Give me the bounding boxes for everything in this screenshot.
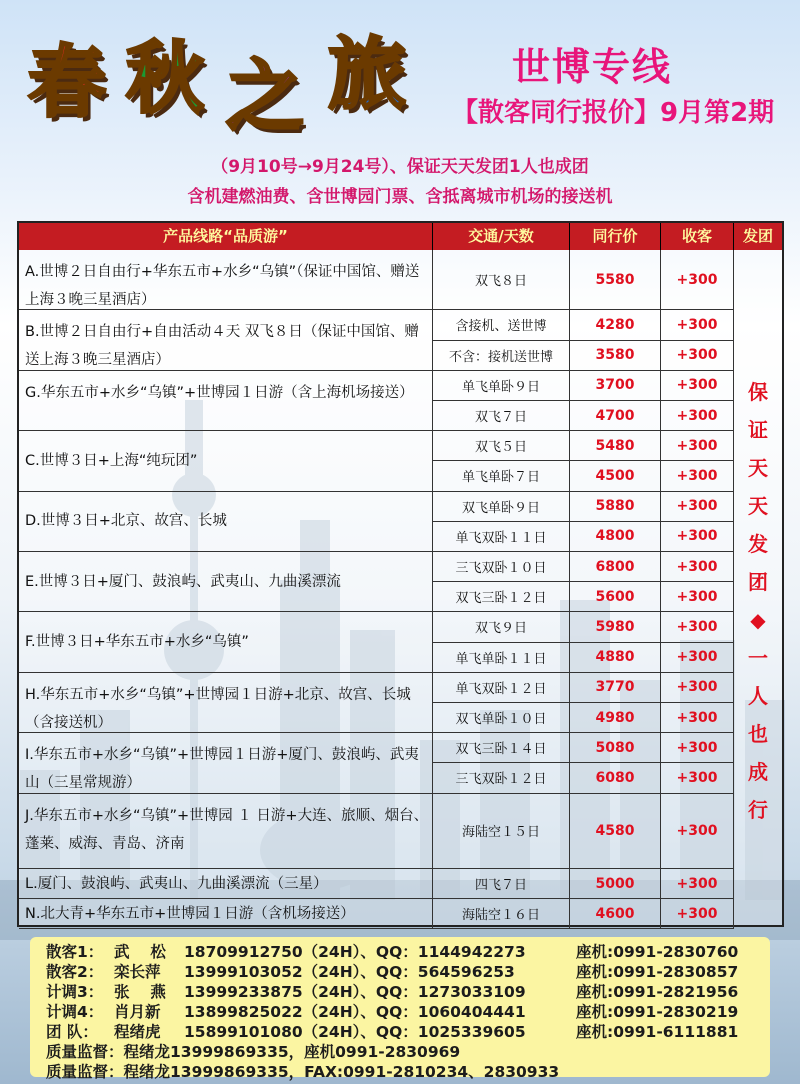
contact-name: 武 松 xyxy=(114,943,166,961)
peer-price: 5480 xyxy=(570,431,661,461)
extra-charge: +300 xyxy=(661,703,734,733)
peer-price: 5080 xyxy=(570,733,661,763)
depart-note-char: 发 xyxy=(748,532,768,556)
logo-char-4: 旅 xyxy=(328,29,407,120)
extra-charge: +300 xyxy=(661,643,734,673)
depart-note-char: 团 xyxy=(748,570,768,594)
contact-landline: 座机:0991-2830760 xyxy=(576,943,739,961)
logo-char-1: 春 xyxy=(28,37,107,128)
contact-role: 计调4： xyxy=(46,1003,104,1021)
route-description: J.华东五市+水乡“乌镇”+世博园 １ 日游+大连、旅顺、烟台、蓬莱、威海、青岛、济南 xyxy=(19,794,433,870)
transport-days: 单飞单卧９日 xyxy=(433,371,570,401)
transport-days: 双飞７日 xyxy=(433,401,570,431)
route-description: G.华东五市+水乡“乌镇”+世博园１日游（含上海机场接送） xyxy=(19,371,433,431)
extra-charge: +300 xyxy=(661,794,734,870)
route-description: L.厦门、鼓浪屿、武夷山、九曲溪漂流（三星） xyxy=(19,869,433,899)
page-subtitle: 【散客同行报价】9月第2期 xyxy=(452,98,775,128)
notice-inclusions: 含机建燃油费、含世博园门票、含抵离城市机场的接送机 xyxy=(187,187,613,207)
supervision-line: 质量监督：程绪龙13999869335，FAX:0991-2810234、2830933 xyxy=(46,1063,560,1081)
peer-price: 4580 xyxy=(570,794,661,870)
peer-price: 4700 xyxy=(570,401,661,431)
notice-dates: （9月10号→9月24号）、保证天天发团1人也成团 xyxy=(211,157,589,177)
peer-price: 5880 xyxy=(570,492,661,522)
route-description: B.世博２日自由行+自由活动４天 双飞８日（保证中国馆、赠送上海３晚三星酒店） xyxy=(19,310,433,370)
peer-price: 4800 xyxy=(570,522,661,552)
transport-days: 单飞双卧１１日 xyxy=(433,522,570,552)
peer-price: 5000 xyxy=(570,869,661,899)
price-table xyxy=(17,221,784,927)
transport-days: 双飞９日 xyxy=(433,612,570,642)
contact-landline: 座机:0991-6111881 xyxy=(576,1023,739,1041)
extra-charge: +300 xyxy=(661,522,734,552)
logo-char-3: 之 xyxy=(226,51,305,142)
route-description: F.世博３日+华东五市+水乡“乌镇” xyxy=(19,612,433,672)
contact-name: 张 燕 xyxy=(114,983,166,1001)
route-description: C.世博３日+上海“纯玩团” xyxy=(19,431,433,491)
transport-days: 双飞单卧９日 xyxy=(433,492,570,522)
peer-price: 6080 xyxy=(570,763,661,793)
transport-days: 海陆空１５日 xyxy=(433,794,570,870)
contact-role: 散客1： xyxy=(46,943,104,961)
extra-charge: +300 xyxy=(661,582,734,612)
transport-days: 三飞双卧１０日 xyxy=(433,552,570,582)
contact-name: 栾长萍 xyxy=(114,963,161,981)
header-depart: 发团 xyxy=(734,223,782,250)
page-title: 世博专线 xyxy=(512,45,673,89)
depart-note-char: 保 xyxy=(748,380,768,404)
peer-price: 5980 xyxy=(570,612,661,642)
contact-landline: 座机:0991-2830857 xyxy=(576,963,739,981)
extra-charge: +300 xyxy=(661,612,734,642)
transport-days: 双飞三卧１２日 xyxy=(433,582,570,612)
peer-price: 5580 xyxy=(570,250,661,310)
extra-charge: +300 xyxy=(661,673,734,703)
depart-note-char: 天 xyxy=(748,494,768,518)
extra-charge: +300 xyxy=(661,401,734,431)
transport-days: 四飞７日 xyxy=(433,869,570,899)
header-price: 同行价 xyxy=(570,223,661,250)
extra-charge: +300 xyxy=(661,733,734,763)
header-route: 产品线路“品质游” xyxy=(19,223,433,250)
contact-mobile: 13999233875（24H）、QQ：1273033109 xyxy=(184,983,526,1001)
peer-price: 4500 xyxy=(570,461,661,491)
depart-note-char: 证 xyxy=(748,418,768,442)
depart-note-char: 人 xyxy=(748,684,768,708)
contact-mobile: 13999103052（24H）、QQ：564596253 xyxy=(184,963,515,981)
transport-days: 单飞双卧１２日 xyxy=(433,673,570,703)
contact-name: 肖月新 xyxy=(114,1003,161,1021)
transport-days: 双飞８日 xyxy=(433,250,570,310)
contact-role: 团 队： xyxy=(46,1023,98,1041)
peer-price: 3770 xyxy=(570,673,661,703)
extra-charge: +300 xyxy=(661,310,734,340)
depart-note-char: 行 xyxy=(748,798,768,822)
transport-days: 海陆空１６日 xyxy=(433,899,570,929)
transport-days: 单飞单卧７日 xyxy=(433,461,570,491)
transport-days: 不含：接机送世博 xyxy=(433,341,570,371)
peer-price: 3700 xyxy=(570,371,661,401)
supervision-line: 质量监督：程绪龙13999869335，座机0991-2830969 xyxy=(46,1043,461,1061)
contact-mobile: 18709912750（24H）、QQ：1144942273 xyxy=(184,943,526,961)
route-description: N.北大青+华东五市+世博园１日游（含机场接送） xyxy=(19,899,433,929)
route-description: D.世博３日+北京、故宫、长城 xyxy=(19,492,433,552)
extra-charge: +300 xyxy=(661,341,734,371)
contact-mobile: 15899101080（24H）、QQ：1025339605 xyxy=(184,1023,526,1041)
extra-charge: +300 xyxy=(661,431,734,461)
route-description: E.世博３日+厦门、鼓浪屿、武夷山、九曲溪漂流 xyxy=(19,552,433,612)
logo-spring-autumn-tour xyxy=(28,18,448,143)
depart-note-char: 成 xyxy=(748,760,768,784)
contact-landline: 座机:0991-2830219 xyxy=(576,1003,739,1021)
extra-charge: +300 xyxy=(661,899,734,929)
extra-charge: +300 xyxy=(661,492,734,522)
route-description: I.华东五市+水乡“乌镇”+世博园１日游+厦门、鼓浪屿、武夷山（三星常规游） xyxy=(19,733,433,793)
depart-note-char: ◆ xyxy=(750,608,766,632)
peer-price: 5600 xyxy=(570,582,661,612)
header-extra: 收客 xyxy=(661,223,734,250)
contact-name: 程绪虎 xyxy=(114,1023,161,1041)
peer-price: 4880 xyxy=(570,643,661,673)
header-transport: 交通/天数 xyxy=(433,223,570,250)
transport-days: 双飞单卧１０日 xyxy=(433,703,570,733)
depart-note-char: 一 xyxy=(748,646,768,670)
extra-charge: +300 xyxy=(661,552,734,582)
contact-landline: 座机:0991-2821956 xyxy=(576,983,739,1001)
transport-days: 单飞单卧１１日 xyxy=(433,643,570,673)
extra-charge: +300 xyxy=(661,763,734,793)
extra-charge: +300 xyxy=(661,461,734,491)
peer-price: 4280 xyxy=(570,310,661,340)
transport-days: 双飞５日 xyxy=(433,431,570,461)
depart-note-char: 天 xyxy=(748,456,768,480)
route-description: A.世博２日自由行+华东五市+水乡“乌镇”（保证中国馆、赠送上海３晚三星酒店） xyxy=(19,250,433,310)
logo-char-2: 秋 xyxy=(126,33,205,124)
transport-days: 三飞双卧１２日 xyxy=(433,763,570,793)
peer-price: 4980 xyxy=(570,703,661,733)
extra-charge: +300 xyxy=(661,250,734,310)
transport-days: 双飞三卧１４日 xyxy=(433,733,570,763)
contact-panel xyxy=(30,937,770,1081)
depart-note-char: 也 xyxy=(748,722,768,746)
contact-role: 计调3： xyxy=(46,983,104,1001)
extra-charge: +300 xyxy=(661,869,734,899)
route-description: H.华东五市+水乡“乌镇”+世博园１日游+北京、故宫、长城（含接送机） xyxy=(19,673,433,733)
peer-price: 4600 xyxy=(570,899,661,929)
extra-charge: +300 xyxy=(661,371,734,401)
peer-price: 3580 xyxy=(570,341,661,371)
peer-price: 6800 xyxy=(570,552,661,582)
transport-days: 含接机、送世博 xyxy=(433,310,570,340)
contact-mobile: 13899825022（24H）、QQ：1060404441 xyxy=(184,1003,526,1021)
contact-role: 散客2： xyxy=(46,963,104,981)
